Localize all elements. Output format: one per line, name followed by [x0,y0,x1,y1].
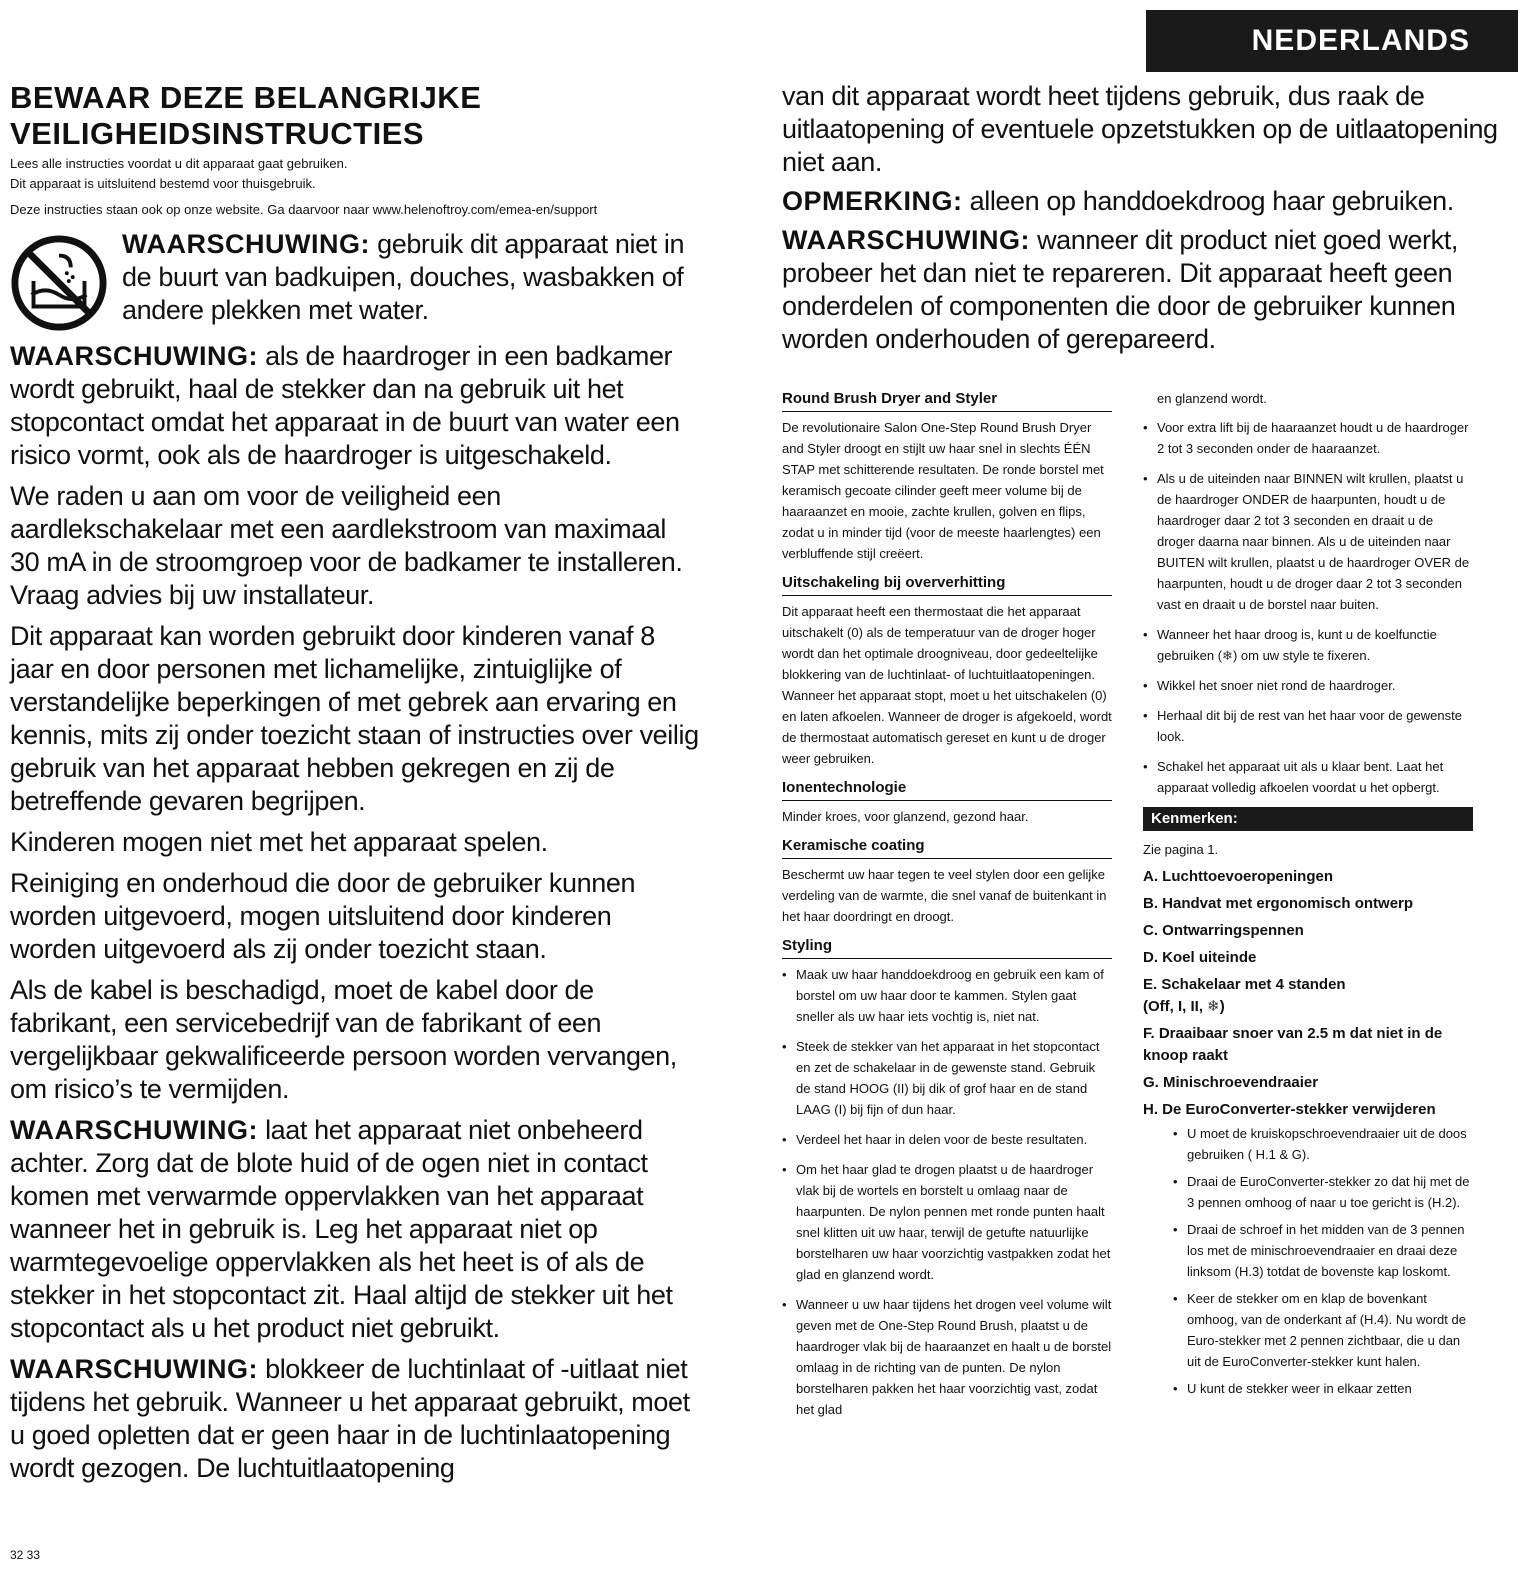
feature-b: B. Handvat met ergonomisch ontwerp [1143,895,1414,912]
left-column [10,80,700,1485]
heading-overheat: Uitschakeling bij oververhitting [782,572,1112,596]
note-text: alleen op handdoekdroog haar gebruiken. [962,186,1454,216]
intro-line-1: Lees alle instructies voordat u dit apparaat gaat gebruiken. [10,156,348,171]
list-item: • Om het haar glad te drogen plaatst u de haardroger vlak bij de wortels en borstelt u omlaag naar de haarpunten. De nylon pennen met ronde punten haalt snel klitten uit uw haar, terwijl de getufte natuurlijke borstelharen uw haar voorzichtig vastpakken zodat het glad en glanzend wordt. [782,1159,1112,1285]
cool-text-post: ) om uw style te fixeren. [1232,648,1371,663]
list-item: • Draai de EuroConverter-stekker zo dat hij met de 3 pennen omhoog of naar u toe gericht is (H.2). [1173,1171,1473,1213]
snowflake-icon: ❄ [1222,648,1233,663]
warning-airflow [10,1353,700,1485]
warning-label: WAARSCHUWING: [10,341,258,371]
note [782,185,1502,218]
warning-label: WAARSCHUWING: [10,1354,258,1384]
heading-kenmerken: Kenmerken: [1143,807,1473,831]
heading-ceramic: Keramische coating [782,835,1112,859]
heading-ion: Ionentechnologie [782,777,1112,801]
warning-text: als de haardroger in een badkamer wordt gebruikt, haal de stekker dan na gebruik uit het stopcontact omdat het apparaat in de buurt van water een risico vormt, ook als de haardroger is uitgeschakeld. [10,341,680,470]
styling-list [782,964,1112,1420]
feature-a: A. Luchttoevoeropeningen [1143,868,1334,885]
heading-round-brush: Round Brush Dryer and Styler [782,388,1112,412]
feature-g: G. Minischroevendraaier [1143,1074,1319,1091]
note-label: OPMERKING: [782,186,963,216]
right-column [1143,388,1473,1405]
ion-text: Minder kroes, voor glanzend, gezond haar. [782,809,1029,824]
warning-text: blokkeer de luchtinlaat of -uitlaat niet tijdens het gebruik. Wanneer u het apparaat gebruikt, moet u goed opletten dat er geen haar in de luchtinlaatopening wordt gezogen. De luchtuitlaatopening [10,1354,690,1483]
warning-label: WAARSCHUWING: [122,229,370,259]
warning-water [122,228,700,327]
no-water-icon [10,234,108,332]
list-item: • Draai de schroef in het midden van de 3 pennen los met de minischroevendraaier en draai deze linksom (H.3) totdat de bovenste kap loskomt. [1173,1219,1473,1282]
warning-unattended [10,1114,700,1345]
title-line-2: VEILIGHEIDSINSTRUCTIES [10,116,425,151]
children-usage: Dit apparaat kan worden gebruikt door kinderen vanaf 8 jaar en door personen met lichamelijke, zintuiglijke of verstandelijke beperkingen of met gebrek aan ervaring en kennis, mits zij onder toezicht staan of instructies over veilig gebruik van het apparaat hebben gekregen en zij de betreffende gevaren begrijpen. [10,621,699,816]
list-item: • Wanneer u uw haar tijdens het drogen veel volume wilt geven met de One-Step Round Brush, plaatst u de haardroger vlak bij de haaraanzet en haalt u de borstel omlaag in de richting van de punten. De nylon borstelharen pakken het haar voorzichtig vast, zodat het glad [782,1294,1112,1420]
feature-e-line1: E. Schakelaar met 4 standen [1143,976,1346,993]
page-title [10,80,700,152]
warning-bathroom [10,340,700,472]
list-item: • Maak uw haar handdoekdroog en gebruik een kam of borstel om uw haar door te kammen. Stylen gaat sneller als uw haar iets vochtig is, niet nat. [782,964,1112,1027]
styling-list-continued [1143,417,1473,798]
list-item: • Schakel het apparaat uit als u klaar bent. Laat het apparaat volledig afkoelen voordat u het opbergt. [1143,756,1473,798]
styling-continuation: en glanzend wordt. [1157,391,1267,406]
overheat-text: Dit apparaat heeft een thermostaat die het apparaat uitschakelt (0) als de temperatuur van de droger hoger wordt dan het optimale droogniveau, door gedeeltelijke blokkering van de luchtinlaat- of luchtuitlaatopeningen. Wanneer het apparaat stopt, moet u het uitschakelen (0) en laten afkoelen. Wanneer de droger is afgekoeld, wordt de thermostaat automatisch gereset en kunt u de droger weer gebruiken. [782,604,1112,766]
round-brush-text: De revolutionaire Salon One-Step Round Brush Dryer and Styler droogt en stijlt uw haar snel in slechts ÉÉN STAP met schitterende resultaten. De ronde borstel met keramisch gecoate cilinder geeft meer volume bij de haaraanzet en mooie, zachte krullen, golven en flips, zodat u in minder tijd (voor de meeste haarlengtes) een verbluffende stijl creëert. [782,420,1104,561]
list-item [1143,624,1473,666]
cable-damage: Als de kabel is beschadigd, moet de kabel door de fabrikant, een servicebedrijf van de fabrikant of een vergelijkbaar gekwalificeerde persoon worden vervangen, om risico’s te vermijden. [10,975,677,1104]
cleaning-maintenance: Reiniging en onderhoud die door de gebruiker kunnen worden uitgevoerd, mogen uitsluitend door kinderen worden uitgevoerd als zij onder toezicht staan. [10,868,636,964]
warning-text: gebruik dit apparaat niet in de buurt van badkuipen, douches, wasbakken of andere plekken met water. [122,229,685,325]
feature-h [1143,1099,1473,1399]
features-list [1143,866,1473,1399]
ceramic-text: Beschermt uw haar tegen te veel stylen door een gelijke verdeling van de warmte, die snel vanaf de buitenkant in het haar doordringt en droogt. [782,867,1107,924]
feature-h-label: H. De EuroConverter-stekker verwijderen [1143,1101,1436,1118]
page-numbers: 32 33 [10,1548,41,1562]
list-item: • U moet de kruiskopschroevendraaier uit de doos gebruiken ( H.1 & G). [1173,1123,1473,1165]
feature-e [1143,974,1473,1018]
intro-line-2: Dit apparaat is uitsluitend bestemd voor thuisgebruik. [10,176,316,191]
right-top-block [782,80,1502,362]
snowflake-icon: ❄ [1207,998,1220,1015]
cool-text-pre: Wanneer het haar droog is, kunt u de koelfunctie gebruiken ( [1157,627,1437,663]
list-item: • U kunt de stekker weer in elkaar zetten [1173,1378,1473,1399]
list-item: • Verdeel het haar in delen voor de beste resultaten. [782,1129,1112,1150]
list-item: • Als u de uiteinden naar BINNEN wilt krullen, plaatst u de haardroger ONDER de haarpunten, houdt u de haardroger daar 2 tot 3 seconden en draait u de droger daarna naar binnen. Als u de uiteinden naar BUITEN wilt krullen, plaatst u de haardroger OVER de haarpunten, houdt u de droger daar 2 tot 3 seconden vast en draait u de borstel naar buiten. [1143,468,1473,615]
children-play: Kinderen mogen niet met het apparaat spelen. [10,827,548,857]
water-warning-block [10,228,700,332]
see-page: Zie pagina 1. [1143,842,1219,857]
language-tab: NEDERLANDS [1146,10,1518,72]
warning-label: WAARSCHUWING: [10,1115,258,1145]
title-line-1: BEWAAR DEZE BELANGRIJKE [10,80,482,115]
warning-text: laat het apparaat niet onbeheerd achter. Zorg dat de blote huid of de ogen niet in contact komen met verwarmde oppervlakken van het apparaat wanneer het in gebruik is. Leg het apparaat niet op warmtegevoelige oppervlakken als het heet is of als de stekker in het stopcontact zit. Haal altijd de stekker uit het stopcontact als u het product niet gebruikt. [10,1115,673,1343]
list-item: • Wikkel het snoer niet rond de haardroger. [1143,675,1473,696]
intro-website: Deze instructies staan ook op onze website. Ga daarvoor naar www.helenoftroy.com/emea-en/support [10,202,598,217]
list-item: • Steek de stekker van het apparaat in het stopcontact en zet de schakelaar in de gewenste stand. Gebruik de stand HOOG (II) bij dik of grof haar en de stand LAAG (I) bij fijn of dun haar. [782,1036,1112,1120]
feature-d: D. Koel uiteinde [1143,949,1257,966]
warning-text: wanneer dit product niet goed werkt, probeer het dan niet te repareren. Dit apparaat heeft geen onderdelen of componenten die door de gebruiker kunnen worden onderhouden of gerepareerd. [782,225,1458,354]
outlet-continuation: van dit apparaat wordt heet tijdens gebruik, dus raak de uitlaatopening of eventuele opzetstukken op de uitlaatopening niet aan. [782,81,1498,177]
feature-e-line2: (Off, I, II, [1143,998,1208,1015]
euroconverter-steps [1173,1123,1473,1399]
warning-label: WAARSCHUWING: [782,225,1030,255]
list-item: • Keer de stekker om en klap de bovenkant omhoog, van de onderkant af (H.4). Nu wordt de Euro-stekker met 2 pennen zichtbaar, die u dan uit de EuroConverter-stekker kunt halen. [1173,1288,1473,1372]
list-item: • Herhaal dit bij de rest van het haar voor de gewenste look. [1143,705,1473,747]
middle-column [782,388,1112,1429]
rcd-advice: We raden u aan om voor de veiligheid een aardlekschakelaar met een aardlekstroom van maximaal 30 mA in de stroomgroep voor de badkamer te installeren. Vraag advies bij uw installateur. [10,481,683,610]
feature-f: F. Draaibaar snoer van 2.5 m dat niet in de knoop raakt [1143,1025,1443,1064]
warning-repair [782,224,1502,356]
feature-c: C. Ontwarringspennen [1143,922,1304,939]
heading-styling: Styling [782,935,1112,959]
feature-e-end: ) [1219,998,1225,1015]
list-item: • Voor extra lift bij de haaraanzet houdt u de haardroger 2 tot 3 seconden onder de haaraanzet. [1143,417,1473,459]
